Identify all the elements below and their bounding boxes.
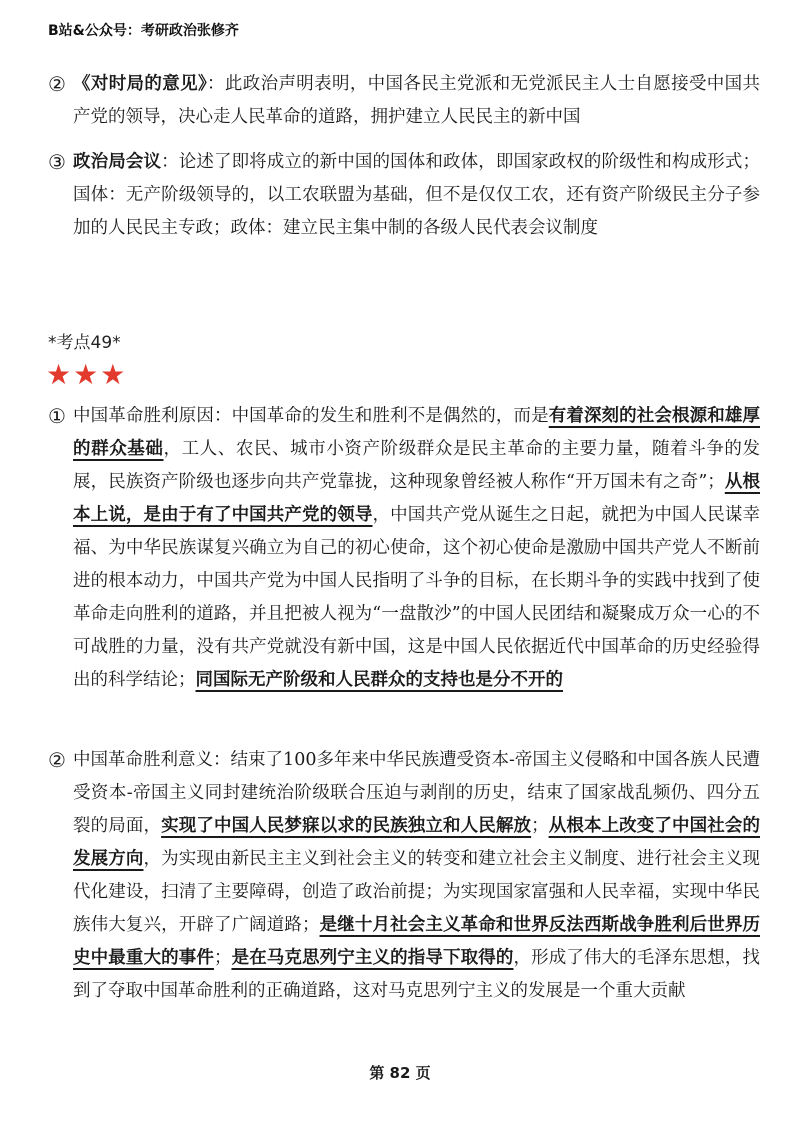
page-number: 第 82 页: [369, 1064, 431, 1082]
item-marker: ②: [48, 748, 66, 772]
item-text: [73, 146, 760, 245]
key-point: 是在马克思列宁主义的指导下取得的: [231, 948, 514, 968]
item-body: ：论述了即将成立的新中国的国体和政体，即国家政权的阶级性和构成形式；国体：无产阶级领导的，以工农联盟为基础，但不是仅仅工农，还有资产阶级民主分子参加的人民民主专政；政体：建立民主集中制的各级人民代表会议制度: [73, 152, 760, 238]
key-point: 从根本上改变了中国社会的发展方向: [73, 816, 761, 869]
item-body: ：此政治声明表明，中国各民主党派和无党派民主人士自愿接受中国共产党的领导，决心走人民革命的道路，拥护建立人民民主的新中国: [73, 74, 761, 127]
text-run: ，为实现由新民主主义到社会主义的转变和建立社会主义制度、进行社会主义现代化建设，扫清了主要障碍，创造了政治前提；为实现国家富强和人民幸福，实现中华民族伟大复兴，开辟了广阔道路；: [73, 849, 761, 935]
kaodian-label: *考点49*: [48, 333, 121, 353]
key-point: 是继十月社会主义革命和世界反法西斯战争胜利后世界历史中最重大的事件: [73, 915, 761, 968]
key-point: 实现了中国人民梦寐以求的民族独立和人民解放: [161, 816, 532, 836]
item-title: 《对时局的意见》: [73, 74, 208, 94]
text-run: ；: [213, 948, 232, 968]
item-text: [73, 744, 760, 1008]
text-run: ；: [531, 816, 549, 836]
item-text: [73, 68, 760, 134]
list-item-victory-reasons: [48, 400, 760, 697]
item-text: [73, 400, 760, 697]
item-marker: ③: [48, 150, 66, 174]
item-title: 政治局会议: [73, 152, 162, 172]
text-run: ，形成了伟大的毛泽东思想，找到了夺取中国革命胜利的正确道路，这对马克思列宁主义的发展是一个重大贡献: [73, 948, 761, 1001]
key-point: 同国际无产阶级和人民群众的支持也是分不开的: [195, 670, 563, 690]
page-header: B站&公众号：考研政治张修齐: [48, 23, 239, 39]
list-item-victory-significance: [48, 744, 760, 1008]
item-marker: ②: [48, 72, 66, 96]
key-point: 有着深刻的社会根源和雄厚的群众基础: [73, 406, 761, 459]
key-point: 从根本上说，是由于有了中国共产党的领导: [73, 472, 761, 525]
text-run: 中国革命胜利原因：中国革命的发生和胜利不是偶然的，而是: [73, 406, 549, 426]
list-item-duishiju: [48, 68, 760, 134]
text-run: ，中国共产党从诞生之日起，就把为中国人民谋幸福、为中华民族谋复兴确立为自己的初心使命，这个初心使命是激励中国共产党人不断前进的根本动力，中国共产党为中国人民指明了斗争的目标，在长期斗争的实践中找到了使革命走向胜利的道路，并且把被人视为“一盘散沙”的中国人民团结和凝聚成万众一心的不可战胜的力量，没有共产党就没有新中国，这是中国人民依据近代中国革命的历史经验得出的科学结论；: [73, 505, 761, 690]
star-rating: ★★★: [46, 358, 128, 391]
text-run: 中国革命胜利意义：结束了100多年来中华民族遭受资本-帝国主义侵略和中国各族人民遭受资本-帝国主义同封建统治阶级联合压迫与剥削的历史，结束了国家战乱频仍、四分五裂的局面，: [73, 750, 760, 836]
list-item-zhengzhiju: [48, 146, 760, 245]
text-run: ，工人、农民、城市小资产阶级群众是民主革命的主要力量，随着斗争的发展，民族资产阶级也逐步向共产党靠拢，这种现象曾经被人称作“开万国未有之奇”；: [73, 439, 761, 492]
item-marker: ①: [48, 404, 66, 428]
